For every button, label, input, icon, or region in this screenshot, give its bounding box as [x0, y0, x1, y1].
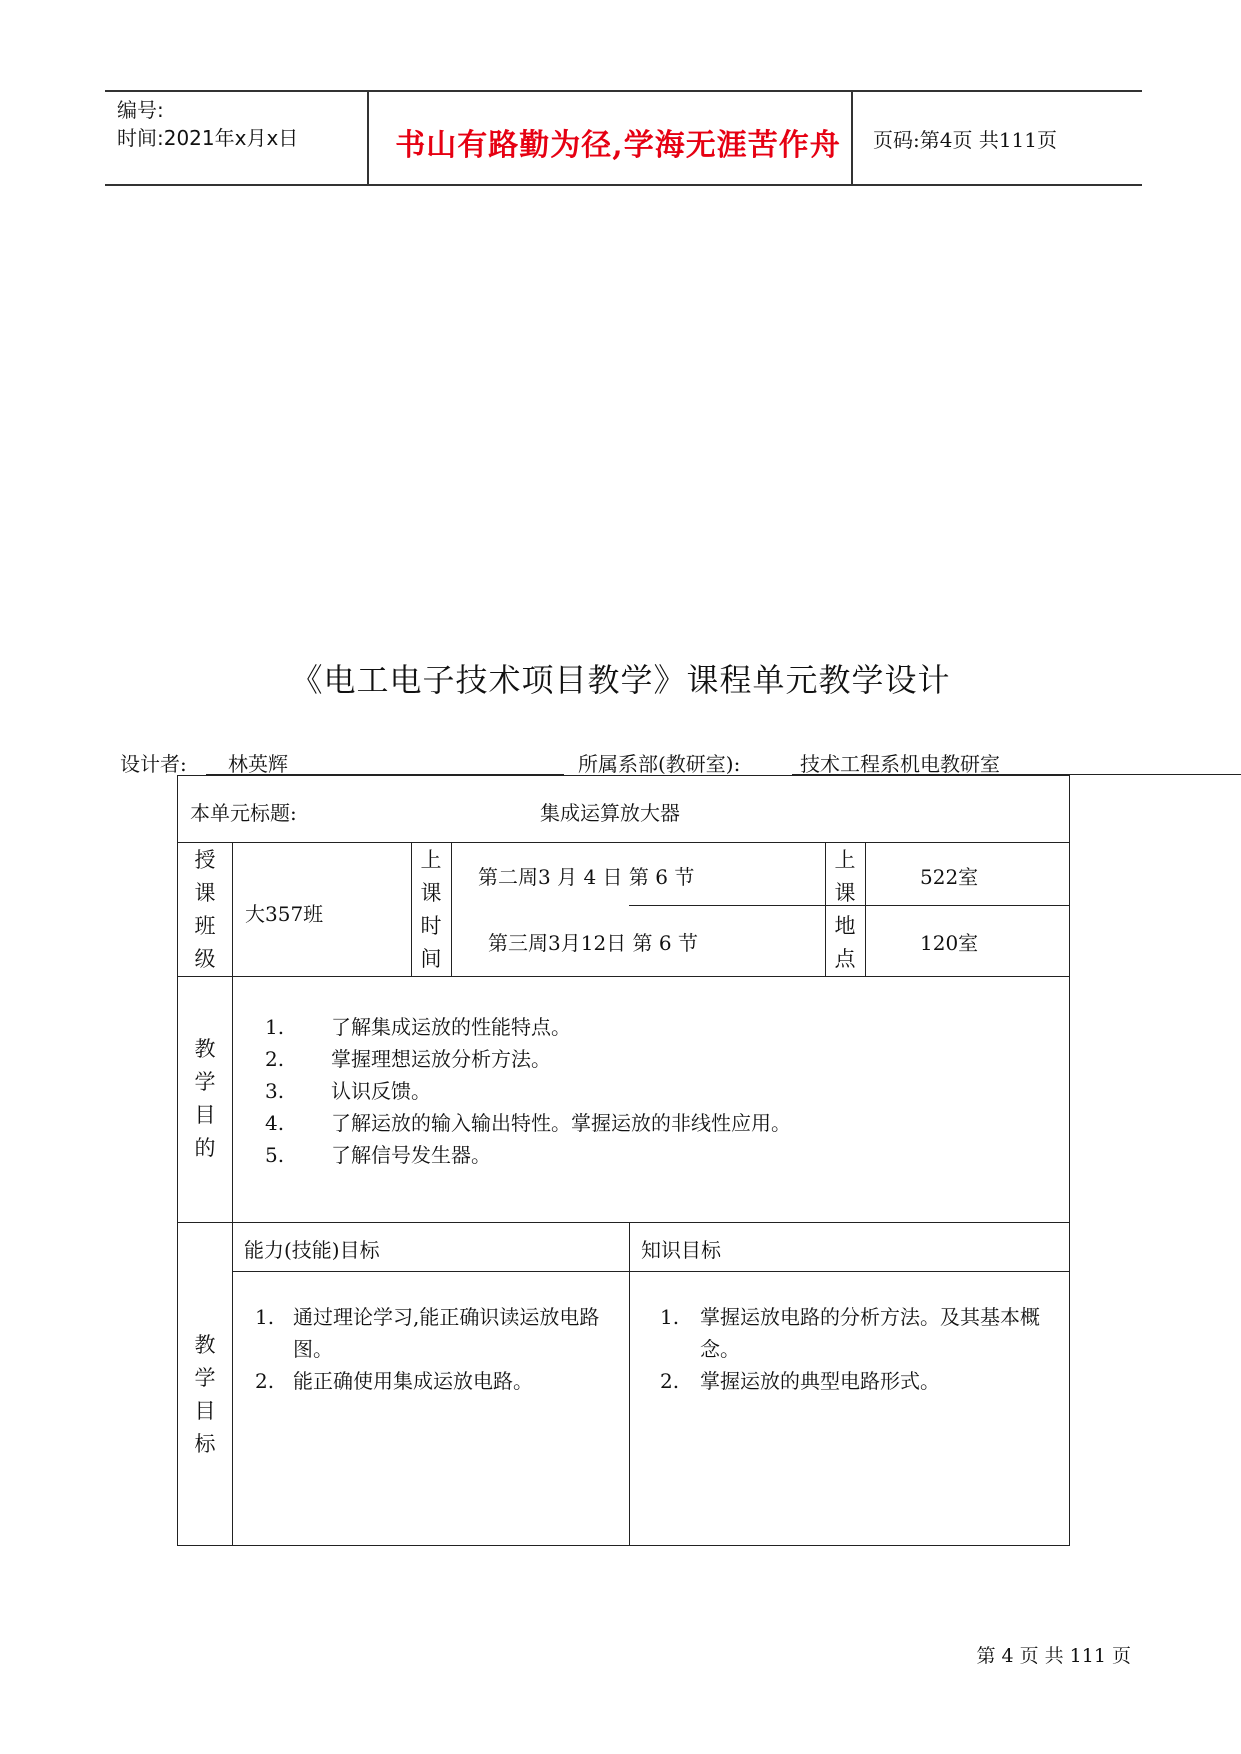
list-item: 1. 通过理论学习,能正确识读运放电路图。	[255, 1305, 600, 1361]
class-place-1: 522室	[920, 865, 979, 889]
header-page-info: 页码:第4页 共111页	[873, 128, 1057, 152]
class-time-2: 第三周3月12日 第 6 节	[488, 931, 698, 955]
list-item: 2. 掌握运放的典型电路形式。	[660, 1369, 940, 1393]
ability-goals-list	[255, 1301, 615, 1397]
unit-title-label: 本单元标题:	[190, 801, 297, 825]
list-item: 4. 了解运放的输入输出特性。掌握运放的非线性应用。	[265, 1111, 791, 1135]
class-value: 大357班	[245, 902, 324, 926]
knowledge-goals-header: 知识目标	[641, 1238, 721, 1262]
header-motto: 书山有路勤为径,学海无涯苦作舟	[395, 128, 841, 163]
page-title: 《电工电子技术项目教学》课程单元教学设计	[290, 661, 951, 699]
ability-goals-header: 能力(技能)目标	[244, 1238, 380, 1262]
knowledge-goals-list	[660, 1301, 1050, 1397]
list-item: 1. 了解集成运放的性能特点。	[265, 1015, 571, 1039]
purpose-label: 教学目的	[194, 1037, 216, 1160]
designer-label: 设计者:	[120, 752, 187, 776]
header-divider	[367, 92, 369, 184]
class-time-1: 第二周3 月 4 日 第 6 节	[478, 865, 695, 889]
purpose-list	[265, 1011, 1045, 1171]
time-label: 上课时间	[420, 848, 442, 971]
page-footer: 第 4 页 共 111 页	[976, 1645, 1131, 1667]
design-table	[177, 775, 1070, 1546]
unit-title-value: 集成运算放大器	[540, 801, 680, 825]
dept-value: 技术工程系机电教研室	[800, 752, 1000, 776]
dept-label: 所属系部(教研室):	[578, 752, 741, 776]
number-label: 编号:	[117, 98, 164, 122]
time-label: 时间:2021年x月x日	[117, 126, 299, 150]
designer-name-underline	[206, 748, 564, 775]
designer-name: 林英辉	[228, 752, 288, 776]
list-item: 1. 掌握运放电路的分析方法。及其基本概念。	[660, 1305, 1040, 1361]
goals-label: 教学目标	[194, 1333, 216, 1456]
list-item: 2. 掌握理想运放分析方法。	[265, 1047, 551, 1071]
document-header	[105, 90, 1142, 186]
list-item: 5. 了解信号发生器。	[265, 1143, 491, 1167]
list-item: 3. 认识反馈。	[265, 1079, 431, 1103]
class-label: 授课班级	[194, 848, 216, 971]
list-item: 2. 能正确使用集成运放电路。	[255, 1369, 533, 1393]
place-label: 上课地点	[834, 848, 856, 971]
header-meta	[117, 96, 298, 152]
dept-underline	[792, 748, 1241, 775]
class-place-2: 120室	[920, 931, 979, 955]
